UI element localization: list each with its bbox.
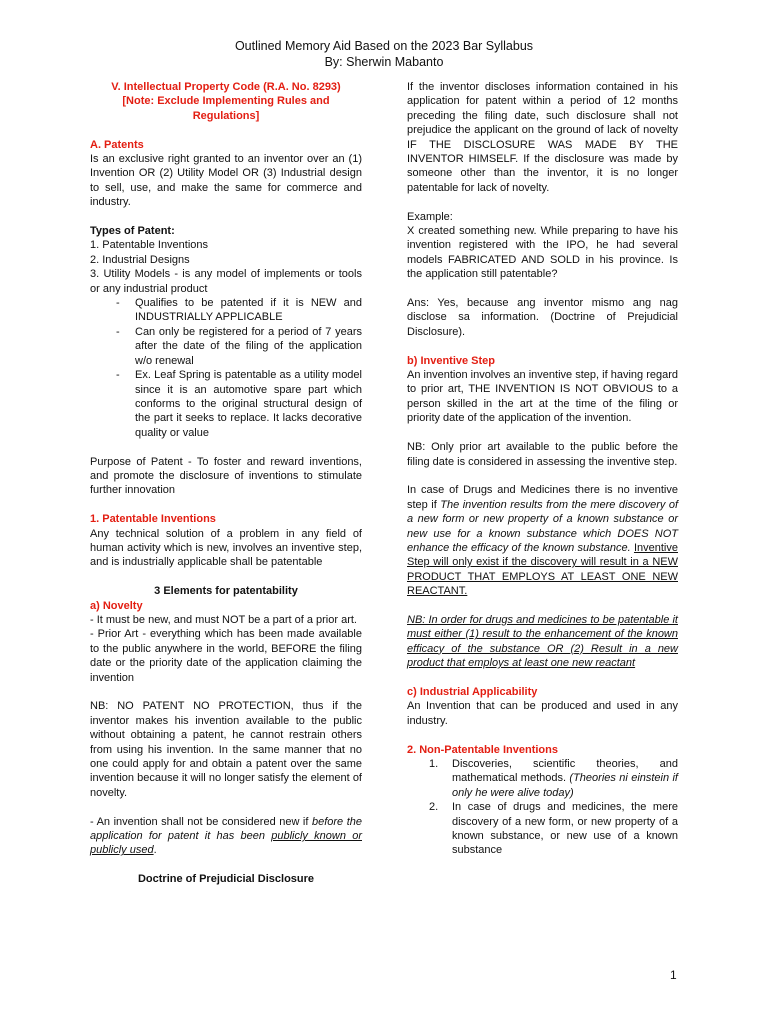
page-header xyxy=(0,38,768,70)
section-note: [Note: Exclude Implementing Rules and Regulations] xyxy=(122,95,330,122)
patentable-heading: 1. Patentable Inventions xyxy=(90,513,216,526)
type-item: 2. Industrial Designs xyxy=(90,253,190,266)
example-paragraph: X created something new. While preparing to have his invention registered with the IPO, he had several models FABRICATED AND SOLD in his province. Is the application still patentable? xyxy=(407,225,678,281)
left-column xyxy=(90,80,362,887)
nb-drugs-end: employs at least one new reactant xyxy=(468,657,636,670)
drugs-text: In case of Drugs and Medicines there is no inventive step if xyxy=(407,484,678,511)
industrial-heading: c) Industrial Applicability xyxy=(407,685,538,698)
list-number: 1. xyxy=(429,757,439,770)
prior-art-point: - Prior Art - everything which has been made available to the public anywhere in the world, BEFORE the filing date or the priority date of the application claiming the invention xyxy=(90,628,362,684)
elements-heading: 3 Elements for patentability xyxy=(154,585,298,598)
nonpatentable-list xyxy=(407,757,678,858)
not-new-paragraph xyxy=(90,815,362,858)
list-number: 2. xyxy=(429,801,439,814)
header-title: Outlined Memory Aid Based on the 2023 Bar Syllabus xyxy=(234,39,534,53)
utility-bullets xyxy=(90,296,362,440)
nonpatentable-heading: 2. Non-Patentable Inventions xyxy=(407,743,558,756)
nb-drugs-paragraph xyxy=(407,613,678,671)
bullet-item: - Ex. Leaf Spring is patentable as a utility model since it is an automotive spare part which conforms to the original structural design of the part it seeks to replace. It lacks decorative quality or value xyxy=(90,368,362,440)
nb-drugs-text: NB: In order for drugs and medicines to be patentable it must either (1) result to the enhancement of the known efficacy of the substance OR (2) Result in a new product that xyxy=(407,613,678,670)
list-item xyxy=(407,800,678,858)
list-text: Discoveries, scientific theories, and mathematical methods. xyxy=(452,757,678,785)
not-new-underlined: publicly known or publicly used xyxy=(90,830,362,857)
bullet-item: - Qualifies to be patented if it is NEW and INDUSTRIALLY APPLICABLE xyxy=(90,296,362,325)
page-number: 1 xyxy=(670,968,677,982)
types-heading: Types of Patent: xyxy=(90,225,175,238)
not-new-text: - An invention shall not be considered new if xyxy=(90,815,312,828)
doctrine-heading: Doctrine of Prejudicial Disclosure xyxy=(137,873,315,886)
right-column xyxy=(407,80,678,858)
example-label: Example: xyxy=(407,210,453,223)
nb-paragraph: NB: NO PATENT NO PROTECTION, thus if the inventor makes his invention available to the public without obtaining a patent, he cannot restrain others from using his invention. In the same manner that no one could apply for and obtain a patent over the same invention because it will no longer satisfy the element of novelty. xyxy=(90,700,362,799)
answer-paragraph: Ans: Yes, because ang inventor mismo ang nag disclose sa information. (Doctrine of Prejudicial Disclosure). xyxy=(407,297,678,338)
drugs-paragraph xyxy=(407,483,678,598)
novelty-point: - It must be new, and must NOT be a part of a prior art. xyxy=(90,613,357,626)
patentable-definition: Any technical solution of a problem in any field of human activity which is new, involves an inventive step, and is industrially applicable shall be patentable xyxy=(90,527,362,569)
type-item: 1. Patentable Inventions xyxy=(90,239,209,252)
inventive-heading: b) Inventive Step xyxy=(407,354,496,367)
disclosure-paragraph: If the inventor discloses information contained in his application for patent within a period of 12 months preceding the filing date, such disclosure shall not prejudice the applicant on the ground of lack of novelty IF THE DISCLOSURE WAS MADE BY THE INVENTOR HIMSELF. If the disclosure was made by someone other than the inventor, it is no longer patentable for lack of novelty. xyxy=(407,81,678,194)
section-title: V. Intellectual Property Code (R.A. No. 8293) xyxy=(111,81,341,93)
patents-definition: Is an exclusive right granted to an inventor over an (1) Invention OR (2) Utility Model OR (3) Industrial design to sell, use, and make the same for commerce and industry. xyxy=(90,153,362,209)
list-text: In case of drugs and medicines, the mere discovery of a new form, or new property of a known substance, or new use of a known substance xyxy=(452,801,678,857)
type-item: 3. Utility Models - is any model of implements or tools or any industrial product xyxy=(90,268,362,295)
nb-prior-art: NB: Only prior art available to the public before the filing date is considered in assessing the inventive step. xyxy=(407,441,678,468)
header-author: By: Sherwin Mabanto xyxy=(324,55,444,69)
not-new-period: . xyxy=(153,844,157,857)
patents-heading: A. Patents xyxy=(90,138,144,151)
list-italic: (Theories ni einstein if only he were alive today) xyxy=(452,772,678,799)
inventive-definition: An invention involves an inventive step, if having regard to prior art, THE INVENTION IS NOT OBVIOUS to a person skilled in the art at the time of the filing or priority date of the application of the invention. xyxy=(407,369,678,425)
industrial-definition: An Invention that can be produced and used in any industry. xyxy=(407,700,678,727)
novelty-heading: a) Novelty xyxy=(90,599,143,612)
not-new-italic: before the application for patent it has been xyxy=(90,815,362,843)
bullet-item: - Can only be registered for a period of 7 years after the date of the filing of the application w/o renewal xyxy=(90,325,362,368)
drugs-italic: The invention results from the mere discovery of a new form or new property of a known substance or new use for a known substance which DOES NOT enhance the efficacy of the known substance. xyxy=(407,498,679,554)
drugs-underlined: Inventive Step will only exist if the discovery will result in a NEW PRODUCT THAT EMPLOYS AT LEAST ONE NEW REACTANT. xyxy=(407,541,678,598)
purpose-paragraph: Purpose of Patent - To foster and reward inventions, and promote the disclosure of inventions to stimulate further innovation xyxy=(90,455,362,497)
list-item xyxy=(407,757,678,800)
